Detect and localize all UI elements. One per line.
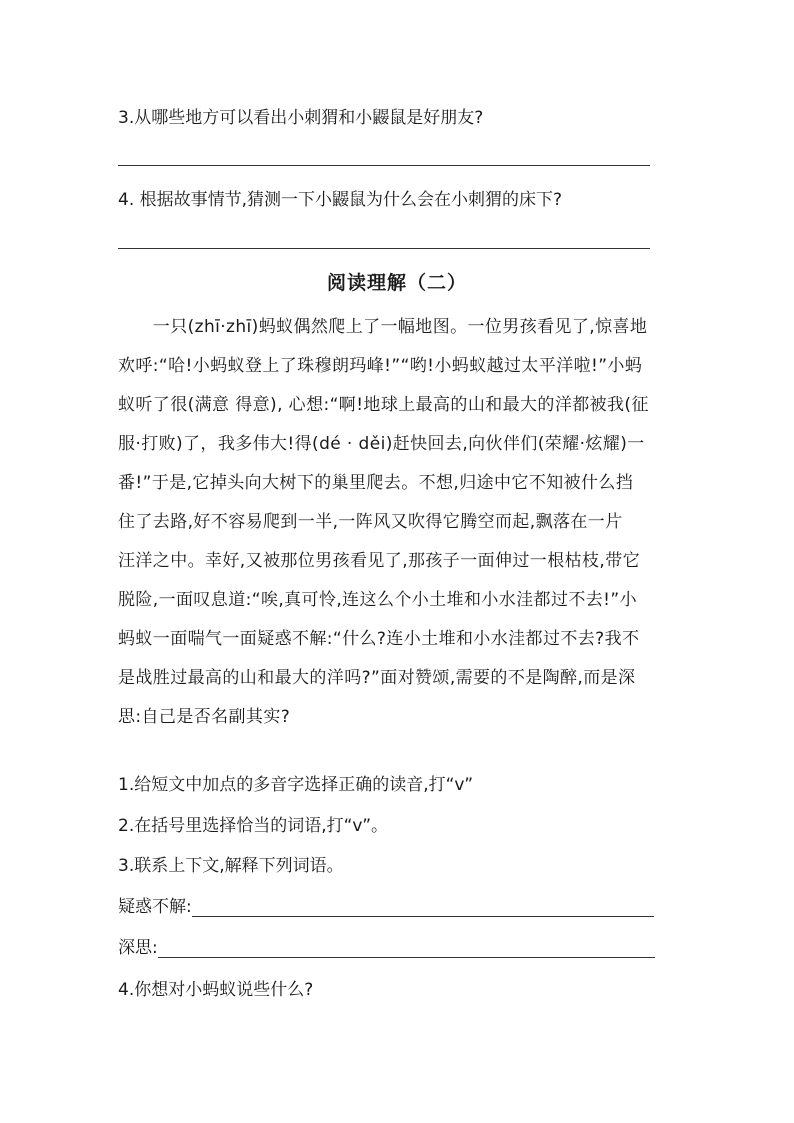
passage-line: 是战胜过最高的山和最大的洋吗?”面对赞颂,需要的不是陶醉,而是深 bbox=[118, 668, 636, 688]
question-3-text: 3.联系上下文,解释下列词语。 bbox=[118, 856, 344, 876]
passage-line: 一只(zhī·zhī)蚂蚁偶然爬上了一幅地图。一位男孩看见了,惊喜地 bbox=[118, 317, 648, 337]
passage-line: 思:自己是否名副其实? bbox=[118, 707, 291, 727]
reading-passage bbox=[118, 308, 678, 737]
question-1-text: 1.给短文中加点的多音字选择正确的读音,打“v” bbox=[118, 775, 473, 795]
passage-line: 住了去路,好不容易爬到一半,一阵风又吹得它腾空而起,飘落在一片 bbox=[118, 512, 623, 532]
passage-line: 蚂蚁一面喘气一面疑惑不解:“什么?连小土堆和小水洼都过不去?我不 bbox=[118, 629, 640, 649]
section-title: 阅读理解（二） bbox=[326, 272, 467, 294]
term-1-row bbox=[118, 897, 654, 917]
term-1-label: 疑惑不解: bbox=[118, 897, 192, 917]
passage-line: 服·打败)了，我多伟大!得(dé · děi)赶快回去,向伙伴们(荣耀·炫耀)一 bbox=[118, 434, 645, 454]
term-1-answer-line[interactable] bbox=[192, 900, 654, 917]
passage-line: 番!”于是,它掉头向大树下的巢里爬去。不想,归途中它不知被什么挡 bbox=[118, 473, 634, 493]
answer-line-q3[interactable] bbox=[118, 165, 650, 166]
passage-line: 蚁听了很(满意 得意), 心想:“啊!地球上最高的山和最大的洋都被我(征 bbox=[118, 395, 649, 415]
term-2-row bbox=[118, 938, 655, 958]
question-3-text: 3.从哪些地方可以看出小刺猬和小鼹鼠是好朋友? bbox=[118, 108, 484, 128]
question-2-text: 2.在括号里选择恰当的词语,打“v”。 bbox=[118, 816, 388, 836]
passage-line: 脱险,一面叹息道:“唉,真可怜,连这么个小土堆和小水洼都过不去!”小 bbox=[118, 590, 637, 610]
answer-line-q4[interactable] bbox=[118, 248, 650, 249]
passage-line: 汪洋之中。幸好,又被那位男孩看见了,那孩子一面伸过一根枯枝,带它 bbox=[118, 551, 641, 571]
question-4-text-2: 4.你想对小蚂蚁说些什么? bbox=[118, 980, 314, 1000]
passage-line: 欢呼:“哈!小蚂蚁登上了珠穆朗玛峰!”“哟!小蚂蚁越过太平洋啦!”小蚂 bbox=[118, 356, 643, 376]
term-2-answer-line[interactable] bbox=[158, 941, 655, 958]
term-2-label: 深思: bbox=[118, 938, 158, 958]
question-4-text: 4. 根据故事情节,猜测一下小鼹鼠为什么会在小刺猬的床下? bbox=[118, 190, 563, 210]
